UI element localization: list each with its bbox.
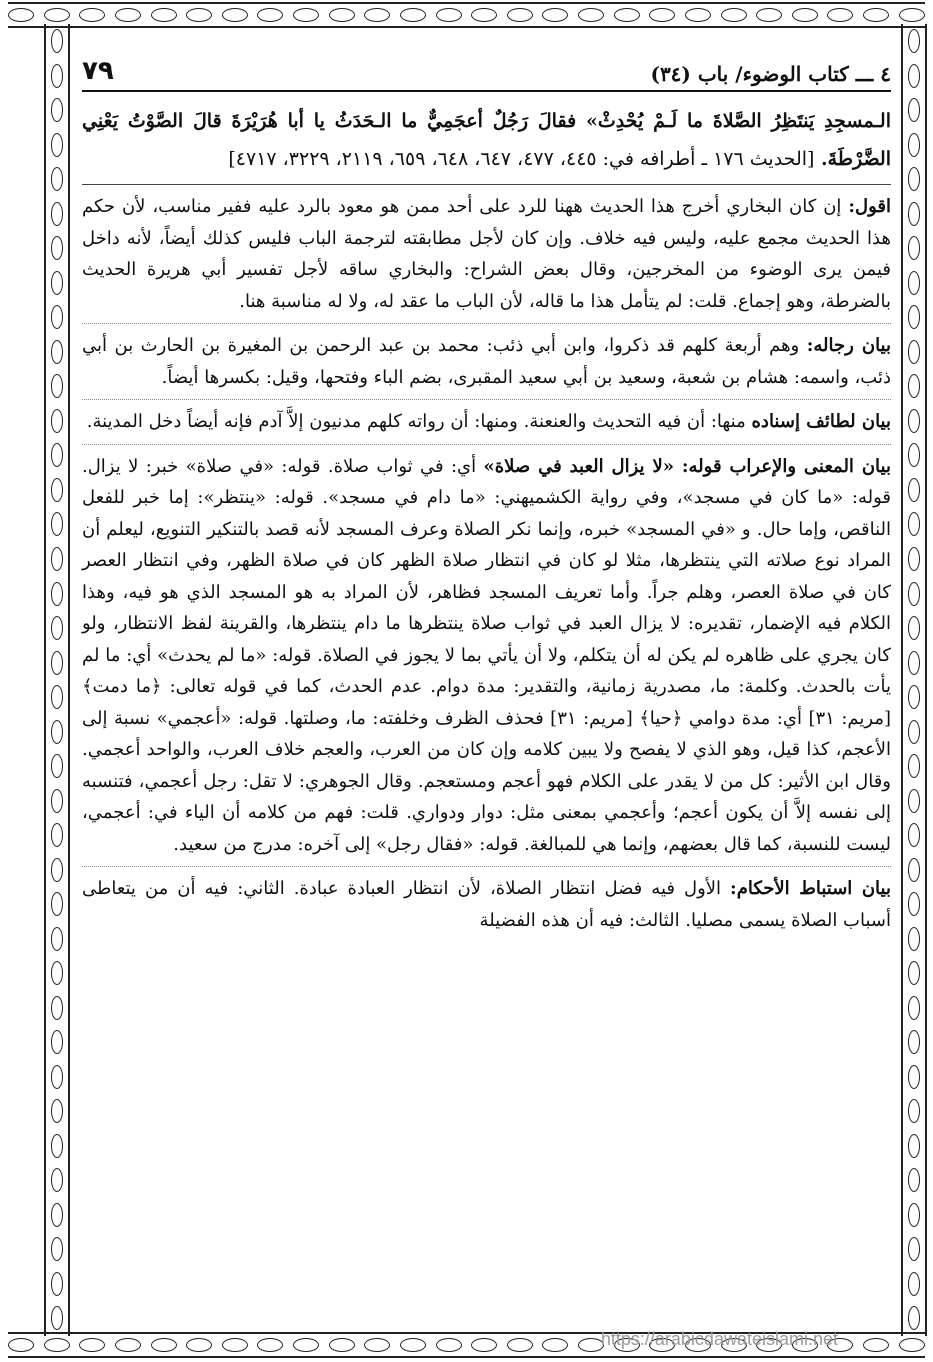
rulings-paragraph — [82, 873, 891, 942]
paragraph-text: الأول فيه فضل انتظار الصلاة، لأن انتظار العبادة عبادة. الثاني: فيه أن من يتعاطى أسباب الصلاة يسمى مصليا. الثالث: فيه أن هذه الفضيلة — [82, 878, 891, 931]
running-head: ٤ ـــ كتاب الوضوء/ باب (٣٤) — [650, 62, 891, 86]
paragraph-lead: بيان لطائف إسناده — [751, 411, 891, 432]
paragraph-text: إن كان البخاري أخرج هذا الحديث ههنا للرد على أحد ممن هو معود بالرد عليه ففير مناسب، لأن حكم هذا الحديث مجمع عليه، وليس فيه خلاف. وإن كان لأجل مطابقته لترجمة الباب فليس كذلك أيضاً، لأنه داخل فيمن يرى الوضوء من المخرجين، وقال بعض الشراح: والبخاري ساقه لأجل تفسير أبي هريرة الحديث بالضرطة، وهو إجماع. قلت: لم يتأمل هذا ما قاله، لأن الباب ما عقد له، ولا له مناسبة هنا. — [82, 196, 891, 312]
ornamental-border-top — [8, 2, 925, 28]
watermark-url: https://arabicdawateislami.net — [600, 1329, 838, 1349]
ornamental-border-left — [44, 24, 70, 1336]
hadith-text-block — [82, 102, 891, 185]
hadith-text: الـمسجِدِ يَنتَظِرُ الصَّلاةَ ما لَـمْ يُحْدِثْ» فقالَ رَجُلٌ أعجَمِيٌّ ما الـحَدَثُ يا أبا هُرَيْرَةَ قالَ الصَّوْتُ يَعْنِي الضَّرْطَةَ. — [82, 110, 891, 170]
paragraph-lead: اقول: — [848, 196, 891, 217]
page-number: ٧٩ — [82, 56, 114, 86]
paragraph-lead: بيان استباط الأحكام: — [730, 878, 891, 899]
narrators-paragraph — [82, 330, 891, 400]
hadith-reference: [الحديث ١٧٦ ـ أطرافه في: ٤٤٥، ٤٧٧، ٦٤٧، ٦٤٨، ٦٥٩، ٢١١٩، ٣٢٢٩، ٤٧١٧] — [228, 148, 815, 170]
paragraph-lead: بيان رجاله: — [806, 335, 892, 356]
ornamental-border-right — [901, 24, 927, 1336]
book-page — [82, 56, 891, 1328]
commentary-paragraph — [82, 191, 891, 324]
meaning-paragraph — [82, 451, 891, 868]
paragraph-text: أي: في ثواب صلاة. قوله: «في صلاة» خبر: لا يزال. قوله: «ما كان في مسجد»، وفي رواية الكشميهني: «ما دام في مسجد». قوله: «ينتظر»: إما خبر للفعل الناقص، وإما حال. و «في المسجد» خبره، وإنما نكر الصلاة وعرف المسجد لأنه قصد بالتنكير التنويع، ليعلم أن المراد نوع صلاته التي ينتظرها، مثلا لو كان في انتظار صلاة الظهر كان في صلاة الظهر، وفي انتظار العصر كان في صلاة العصر، وهلم جراً. وأما تعريف المسجد فظاهر، لأن المراد به هو المسجد الذي هو فيه، وهذا الكلام فيه الإضمار، تقديره: لا يزال العبد في ثواب صلاة ينتظرها ما دام ينتظرها، والقرينة لفظ الانتظار، ولو كان يجري على ظاهره لم يكن له أن يتكلم، ولا أن يأتي بما لا يجوز في الصلاة. قوله: «ما لم يحدث» أي: ما لم يأت بالحدث. وكلمة: ما، مصدرية زمانية، والتقدير: مدة دوام. عدم الحدث، كما في قوله تعالى: ﴿ما دمت﴾ [مريم: ٣١] أي: مدة دوامي ﴿حيا﴾ [مريم: ٣١] فحذف الظرف وخلفته: ما، وصلتها. قوله: «أعجمي» نسبة إلى الأعجم، كذا قيل، وهو الذي لا يفصح ولا يبين كلامه وإن كان من العرب، والعجم خلاف العرب، والواحد أعجمي. وقال ابن الأثير: كل من لا يقدر على الكلام فهو أعجم ومستعجم. وقال الجوهري: لا تقل: رجل أعجمي، فتنسبه إلى نفسه إلاَّ أن يكون أعجم؛ وأعجمي بمعنى مثل: دوار ودواري. قلت: فهم من كلامه أن الياء في: أعجمي، ليست للنسبة، كما قال بعضهم، وإنما هي للمبالغة. قوله: «فقال رجل» إلى آخره: مدرج من سعيد. — [82, 455, 892, 855]
isnad-paragraph — [82, 406, 891, 445]
paragraph-text: وهم أربعة كلهم قد ذكروا، وابن أبي ذئب: محمد بن عبد الرحمن بن المغيرة بن الحارث بن أبي ذئب، واسمه: هشام بن شعبة، وسعيد بن أبي سعيد المقبرى، بضم الباء وفتحها، وقيل: بكسرها أيضاً. — [82, 335, 891, 388]
page-header — [82, 56, 891, 92]
paragraph-text: منها: أن فيه التحديث والعنعنة. ومنها: أن رواته كلهم مدنيون إلاَّ آدم فإنه أيضاً دخل المدينة. — [86, 411, 746, 432]
paragraph-lead: بيان المعنى والإعراب قوله: «لا يزال العبد في صلاة» — [483, 455, 891, 477]
